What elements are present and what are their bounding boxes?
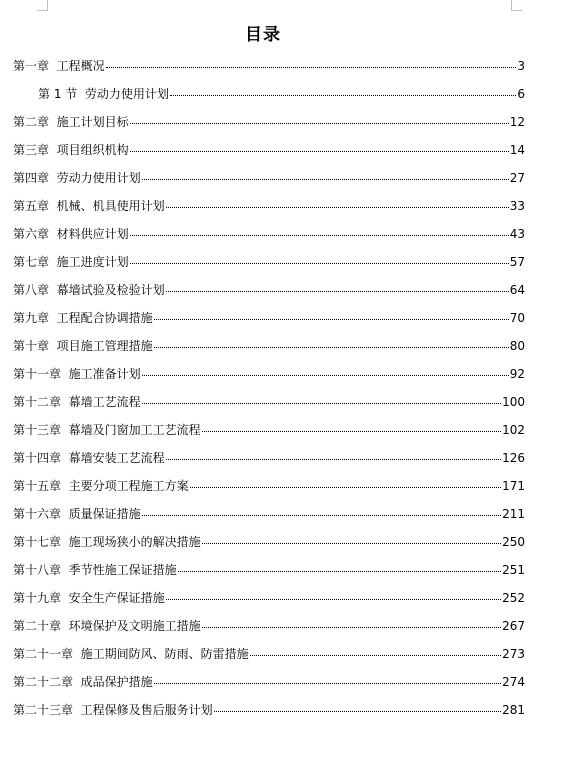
- dot-leader: [202, 543, 501, 544]
- toc-entry-label: 第二十章 环境保护及文明施工措施: [13, 619, 201, 633]
- dot-leader: [202, 627, 501, 628]
- dot-leader: [142, 515, 501, 516]
- toc-entry[interactable]: [13, 534, 525, 562]
- dot-leader: [130, 263, 509, 264]
- toc-entry-label: 第九章 工程配合协调措施: [13, 311, 153, 325]
- toc-entry-label: 第十章 项目施工管理措施: [13, 339, 153, 353]
- toc-entry-page-number: 281: [502, 703, 525, 717]
- toc-entry-label: 第二十三章 工程保修及售后服务计划: [13, 703, 213, 717]
- toc-entry-label: 第八章 幕墙试验及检验计划: [13, 283, 165, 297]
- toc-entry[interactable]: [13, 674, 525, 702]
- dot-leader: [106, 67, 517, 68]
- dot-leader: [170, 95, 516, 96]
- page-corner-mark-left: [37, 0, 48, 11]
- toc-entry-page-number: 274: [502, 675, 525, 689]
- toc-entry-label: 第一章 工程概况: [13, 59, 105, 73]
- dot-leader: [166, 599, 501, 600]
- toc-entry-page-number: 27: [509, 171, 525, 185]
- toc-entry-label: 第六章 材料供应计划: [13, 227, 129, 241]
- toc-entry-page-number: 126: [502, 451, 525, 465]
- toc-entry-page-number: 33: [509, 199, 525, 213]
- toc-entry-page-number: 14: [509, 143, 525, 157]
- toc-entry-page-number: 12: [509, 115, 525, 129]
- toc-entry-label: 第三章 项目组织机构: [13, 143, 129, 157]
- toc-entry-page-number: 211: [502, 507, 525, 521]
- dot-leader: [130, 123, 509, 124]
- toc-entry-page-number: 92: [509, 367, 525, 381]
- page-corner-mark-right: [511, 0, 522, 11]
- table-of-contents: [13, 58, 525, 730]
- toc-entry[interactable]: [13, 646, 525, 674]
- dot-leader: [142, 375, 509, 376]
- toc-entry-label: 第十七章 施工现场狭小的解决措施: [13, 535, 201, 549]
- toc-entry[interactable]: [13, 170, 525, 198]
- dot-leader: [202, 431, 501, 432]
- toc-entry-label: 第十二章 幕墙工艺流程: [13, 395, 141, 409]
- toc-entry[interactable]: [13, 86, 525, 114]
- toc-entry-page-number: 102: [502, 423, 525, 437]
- dot-leader: [190, 487, 501, 488]
- toc-entry-label: 第二十二章 成品保护措施: [13, 675, 153, 689]
- toc-entry[interactable]: [13, 562, 525, 590]
- toc-entry[interactable]: [13, 58, 525, 86]
- toc-entry[interactable]: [13, 254, 525, 282]
- toc-entry-page-number: 57: [509, 255, 525, 269]
- toc-entry[interactable]: [13, 506, 525, 534]
- toc-entry[interactable]: [13, 338, 525, 366]
- toc-entry[interactable]: [13, 198, 525, 226]
- dot-leader: [142, 403, 501, 404]
- dot-leader: [214, 711, 501, 712]
- toc-entry[interactable]: [13, 142, 525, 170]
- toc-entry[interactable]: [13, 450, 525, 478]
- dot-leader: [166, 207, 509, 208]
- toc-entry-page-number: 252: [502, 591, 525, 605]
- toc-entry[interactable]: [13, 366, 525, 394]
- dot-leader: [130, 151, 509, 152]
- toc-entry-label: 第十三章 幕墙及门窗加工工艺流程: [13, 423, 201, 437]
- dot-leader: [250, 655, 501, 656]
- toc-entry-page-number: 273: [502, 647, 525, 661]
- dot-leader: [166, 291, 509, 292]
- toc-entry-label: 第十五章 主要分项工程施工方案: [13, 479, 189, 493]
- toc-entry-label: 第 1 节 劳动力使用计划: [38, 87, 169, 101]
- toc-entry-page-number: 100: [502, 395, 525, 409]
- toc-entry[interactable]: [13, 702, 525, 730]
- dot-leader: [178, 571, 501, 572]
- toc-entry[interactable]: [13, 310, 525, 338]
- toc-entry-page-number: 80: [509, 339, 525, 353]
- dot-leader: [166, 459, 501, 460]
- dot-leader: [142, 179, 509, 180]
- toc-entry-page-number: 70: [509, 311, 525, 325]
- toc-entry-label: 第十六章 质量保证措施: [13, 507, 141, 521]
- toc-entry-page-number: 6: [517, 87, 525, 101]
- toc-entry[interactable]: [13, 282, 525, 310]
- toc-entry-page-number: 64: [509, 283, 525, 297]
- toc-entry-page-number: 250: [502, 535, 525, 549]
- dot-leader: [154, 347, 509, 348]
- toc-entry-label: 第五章 机械、机具使用计划: [13, 199, 165, 213]
- toc-entry-page-number: 251: [502, 563, 525, 577]
- dot-leader: [154, 683, 501, 684]
- toc-entry-page-number: 171: [502, 479, 525, 493]
- toc-entry[interactable]: [13, 422, 525, 450]
- toc-entry-label: 第四章 劳动力使用计划: [13, 171, 141, 185]
- toc-entry-page-number: 43: [509, 227, 525, 241]
- toc-entry-label: 第二十一章 施工期间防风、防雨、防雷措施: [13, 647, 249, 661]
- toc-entry[interactable]: [13, 618, 525, 646]
- toc-entry[interactable]: [13, 478, 525, 506]
- toc-entry[interactable]: [13, 226, 525, 254]
- toc-entry-label: 第十四章 幕墙安装工艺流程: [13, 451, 165, 465]
- toc-entry-label: 第十九章 安全生产保证措施: [13, 591, 165, 605]
- toc-entry[interactable]: [13, 394, 525, 422]
- toc-entry[interactable]: [13, 590, 525, 618]
- toc-entry-page-number: 267: [502, 619, 525, 633]
- dot-leader: [154, 319, 509, 320]
- toc-entry-page-number: 3: [517, 59, 525, 73]
- page-title: 目录: [245, 25, 281, 45]
- toc-entry[interactable]: [13, 114, 525, 142]
- dot-leader: [130, 235, 509, 236]
- toc-entry-label: 第十八章 季节性施工保证措施: [13, 563, 177, 577]
- toc-entry-label: 第十一章 施工准备计划: [13, 367, 141, 381]
- toc-entry-label: 第七章 施工进度计划: [13, 255, 129, 269]
- toc-entry-label: 第二章 施工计划目标: [13, 115, 129, 129]
